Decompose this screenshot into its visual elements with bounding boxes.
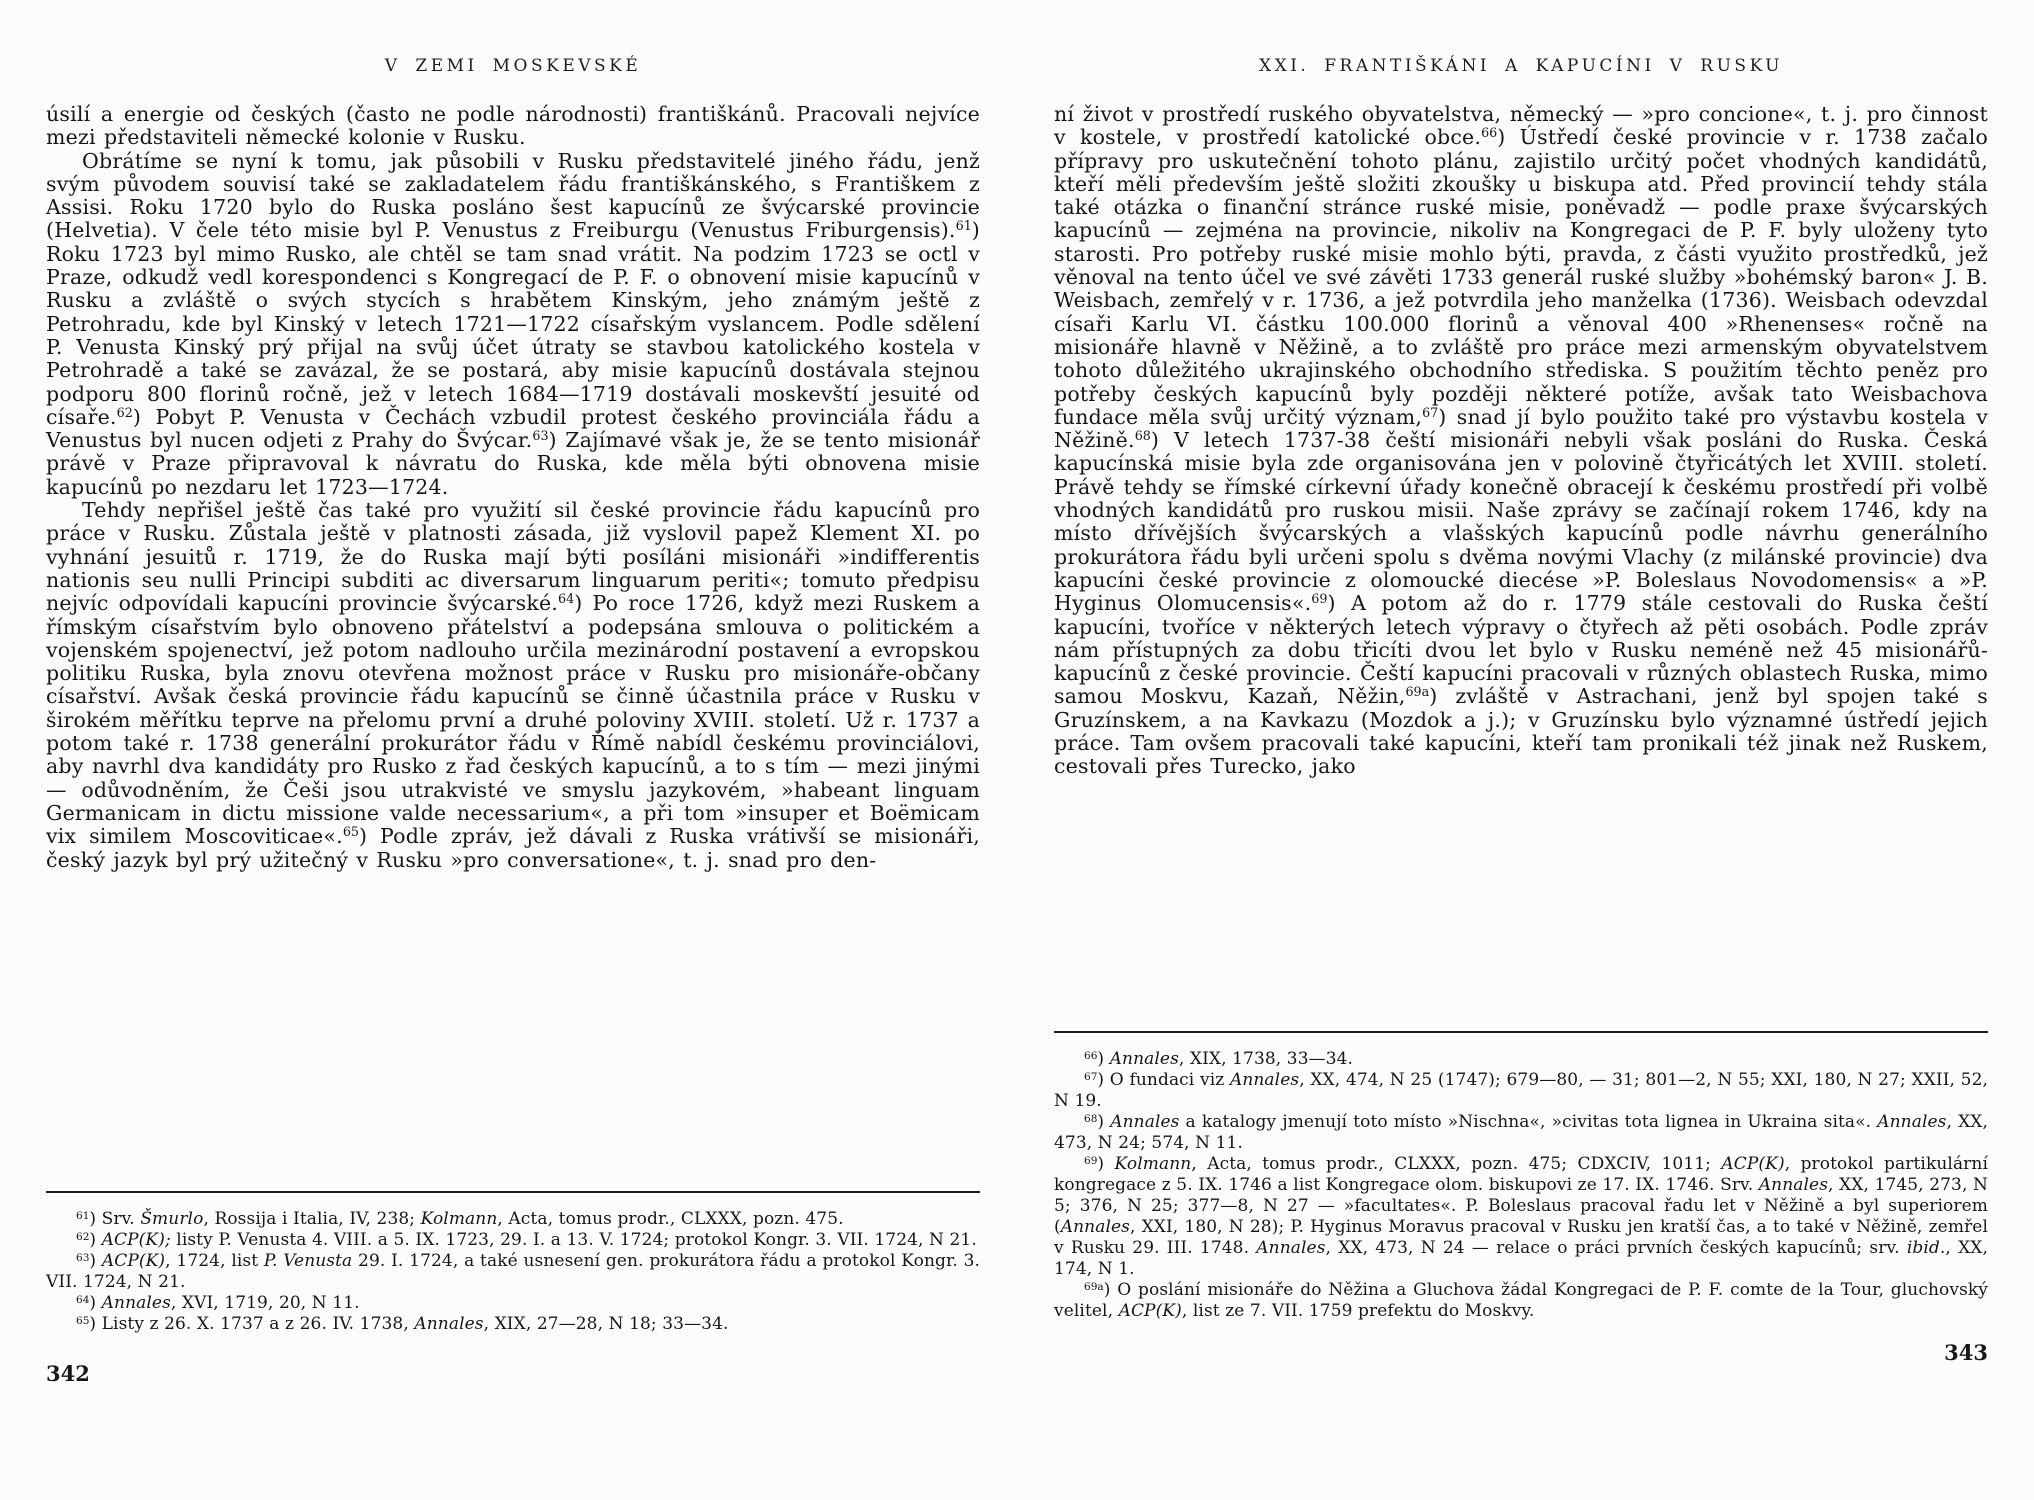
body-paragraph: Obrátíme se nyní k tomu, jak působili v Rusku představitelé jiného řádu, jenž svým původem souvisí také se zakladatelem řádu františkánského, s Františkem z Assisi. Roku 1720 bylo do Ruska posláno šest kapucínů ze švýcarské provincie (Helvetia). V čele této misie byl P. Venustus z Freiburgu (Venustus Friburgensis).$^{61}$) Roku 1723 byl mimo Rusko, ale chtěl se tam snad vrátit. Na podzim 1723 se octl v Praze, odkudž vedl korespondenci s Kongregací de P. F. o obnovení misie kapucínů v Rusku a zvláště o svých stycích s hrabětem Kinským, jeho známým ještě z Petrohradu, kde byl Kinský v letech 1721—1722 císařským vyslancem. Podle sdělení P. Venusta Kinský prý přijal na svůj účet útraty se stavbou katolického kostela v Petrohradě a také se zavázal, že se postará, aby misie kapucínů dostávala stejnou podporu 800 florinů ročně, jež v letech 1684—1719 dostávali moskevští jesuité od císaře.$^{62}$) Pobyt P. Venusta v Čechách vzbudil protest českého provinciála řádu a Venustus byl nucen odjeti z Prahy do Švýcar.$^{63}$) Zajímavé však je, že se tento misionář právě v Praze připravoval k návratu do Ruska, kde měla býti obnovena misie kapucínů po nezdaru let 1723—1724.	[46, 148, 980, 499]
footnote: $^{62}$) ACP(K); listy P. Venusta 4. VIII. a 5. IX. 1723, 29. I. a 13. V. 1724; protokol Kongr. 3. VII. 1724, N 21.	[76, 1230, 977, 1250]
body-paragraph: úsilí a energie od českých (často ne podle národnosti) františkánů. Pracovali nejvíce mezi představiteli německé kolonie v Rusku.	[46, 102, 980, 150]
footnote: $^{66}$) Annales, XIX, 1738, 33—34.	[1084, 1049, 1354, 1069]
footnote: $^{61}$) Srv. Šmurlo, Rossija i Italia, IV, 238; Kolmann, Acta, tomus prodr., CLXXX, pozn. 475.	[76, 1209, 844, 1229]
running-head-right: XXI. FRANTIŠKÁNI A KAPUCÍNI V RUSKU	[1259, 56, 1783, 76]
left-page	[46, 56, 980, 1386]
page-number-right: 343	[1944, 1340, 1988, 1365]
running-head-left: V ZEMI MOSKEVSKÉ	[384, 56, 642, 76]
left-footnotes	[46, 1209, 980, 1335]
footnote: $^{67}$) O fundaci viz Annales, XX, 474, N 25 (1747); 679—80, — 31; 801—2, N 55; XXI, 180, N 27; XXII, 52, N 19.	[1054, 1070, 1989, 1111]
body-paragraph: ní život v prostředí ruského obyvatelstva, německý — »pro concione«, t. j. pro činnost v kostele, v prostředí katolické obce.$^{66}$) Ústředí české provincie v r. 1738 začalo přípravy pro uskutečnění tohoto plánu, zajistilo určitý počet vhodných kandidátů, kteří měli především ještě složiti zkoušky u biskupa atd. Před provincií tehdy stála také otázka o finanční stránce ruské misie, poněvadž — podle praxe švýcarských kapucínů — zejména na provincie, nikoliv na Kongregaci de P. F. byly uloženy tyto starosti. Pro potřeby ruské misie mohlo býti, pravda, z části využito prostředků, jež věnoval na tento účel ve své závěti 1733 generál ruské služby »bohémský baron« J. B. Weisbach, zemřelý v r. 1736, a jež potvrdila jeho manželka (1736). Weisbach odevzdal císaři Karlu VI. částku 100.000 florinů a věnoval 400 »Rhenenses« ročně na misionáře hlavně v Něžině, a to zvláště pro práce mezi armenským obyvatelstvem tohoto důležitého ukrajinského obchodního střediska. S použitím těchto peněz pro potřeby českých kapucínů byly později některé potíže, avšak tato Weisbachova fundace měla svůj určitý význam,$^{67}$) snad jí bylo použito také pro výstavbu kostela v Něžině.$^{68}$) V letech 1737-38 čeští misionáři nebyli však posláni do Ruska. Česká kapucínská misie byla zde organisována jen v polovině čtyřicátých let XVIII. století. Právě tehdy se římské církevní úřady konečně obracejí k českému prostředí při volbě vhodných kandidátů pro ruskou misii. Naše zprávy se začínají rokem 1746, kdy na místo dřívějších švýcarských a vlašských kapucínů podle návrhu generálního prokurátora řádu byli určeni spolu s dvěma novými Vlachy (z milánské provincie) dva kapucíni české provincie z olomoucké diecése »P. Boleslaus Novodomensis« a »P. Hyginus Olomucensis«.$^{69}$) A potom až do r. 1779 stále cestovali do Ruska čeští kapucíni, tvoříce v některých letech výpravy o čtyřech až pěti osobách. Podle zpráv nám přístupných za dobu třicíti dvou let bylo v Rusku neméně než 45 misionářů-kapucínů z české provincie. Čeští kapucíni pracovali v různých oblastech Ruska, mimo samou Moskvu, Kazaň, Něžin,$^{69a}$) zvláště v Astrachani, jenž byl spojen také s Gruzínskem, a na Kavkazu (Mozdok a j.); v Gruzínsku bylo významné ústředí jejich práce. Tam ovšem pracovali také kapucíni, kteří tam pronikali též jinak než Ruskem, cestovali přes Turecko, jako	[1054, 102, 1988, 779]
right-page	[1054, 56, 1988, 1365]
right-body-text	[1054, 103, 1988, 1021]
footnote: $^{69a}$) O poslání misionáře do Něžina a Gluchova žádal Kongregaci de P. F. comte de la Tour, gluchovský velitel, ACP(K), list ze 7. VII. 1759 prefektu do Moskvy.	[1054, 1280, 1988, 1321]
footnote: $^{68}$) Annales a katalogy jmenují toto místo »Nischna«, »civitas tota lignea in Ukraina sita«. Annales, XX, 473, N 24; 574, N 11.	[1054, 1112, 1988, 1153]
footnote: $^{63}$) ACP(K), 1724, list P. Venusta 29. I. 1724, a také usnesení gen. prokurátora řádu a protokol Kongr. 3. VII. 1724, N 21.	[46, 1251, 980, 1292]
footnote-separator	[46, 1191, 980, 1193]
body-paragraph: Tehdy nepřišel ještě čas také pro využití sil české provincie řádu kapucínů pro práce v Rusku. Zůstala ještě v platnosti zásada, již vyslovil papež Klement XI. po vyhnání jesuitů r. 1719, že do Ruska mají býti posíláni misionáři »indifferentis nationis seu nulli Principi subditi ac diversarum linguarum periti«; tomuto předpisu nejvíc odpovídali kapucíni provincie švýcarské.$^{64}$) Po roce 1726, když mezi Ruskem a římským císařstvím bylo obnoveno přátelství a podepsána smlouva o politickém a vojenském spojenectví, jež potom nadlouho určila mezinárodní postavení a evropskou politiku Ruska, byla znovu otevřena možnost práce v Rusku pro misionáře-občany císařství. Avšak česká provincie řádu kapucínů se činně účastnila práce v Rusku v širokém měřítku teprve na přelomu první a druhé poloviny XVIII. století. Už r. 1737 a potom také r. 1738 generální prokurátor řádu v Římě nabídl českému provinciálovi, aby navrhl dva kandidáty pro Rusko z řad českých kapucínů, a to s tím — mezi jinými — odůvodněním, že Češi jsou utrakvisté ve smyslu jazykovém, »habeant linguam Germanicam in dictu missione valde necessarium«, a při tom »insuper et Boëmicam vix similem Moscoviticae«.$^{65}$) Podle zpráv, jež dávali z Ruska vrátivší se misionáři, český jazyk byl prý užitečný v Rusku »pro conversatione«, t. j. snad pro den-	[46, 498, 980, 872]
footnote: $^{65}$) Listy z 26. X. 1737 a z 26. IV. 1738, Annales, XIX, 27—28, N 18; 33—34.	[76, 1314, 729, 1334]
page-number-left: 342	[46, 1361, 90, 1386]
footnote: $^{64}$) Annales, XVI, 1719, 20, N 11.	[76, 1293, 360, 1313]
right-footnotes	[1054, 1049, 1988, 1322]
footnote: $^{69}$) Kolmann, Acta, tomus prodr., CLXXX, pozn. 475; CDXCIV, 1011; ACP(K), protokol partikulární kongregace z 5. IX. 1746 a list Kongregace olom. biskupovi ze 17. IX. 1746. Srv. Annales, XX, 1745, 273, N 5; 376, N 25; 377—8, N 27 — »facultates«. P. Boleslaus pracoval řadu let v Něžině a byl superiorem (Annales, XXI, 180, N 28); P. Hyginus Moravus pracoval v Rusku jen kratší čas, a to také v Něžině, zemřel v Rusku 29. III. 1748. Annales, XX, 473, N 24 — relace o práci prvních českých kapucínů; srv. ibid., XX, 174, N 1.	[1054, 1154, 1988, 1279]
left-body-text	[46, 103, 980, 1181]
footnote-separator	[1054, 1031, 1988, 1033]
